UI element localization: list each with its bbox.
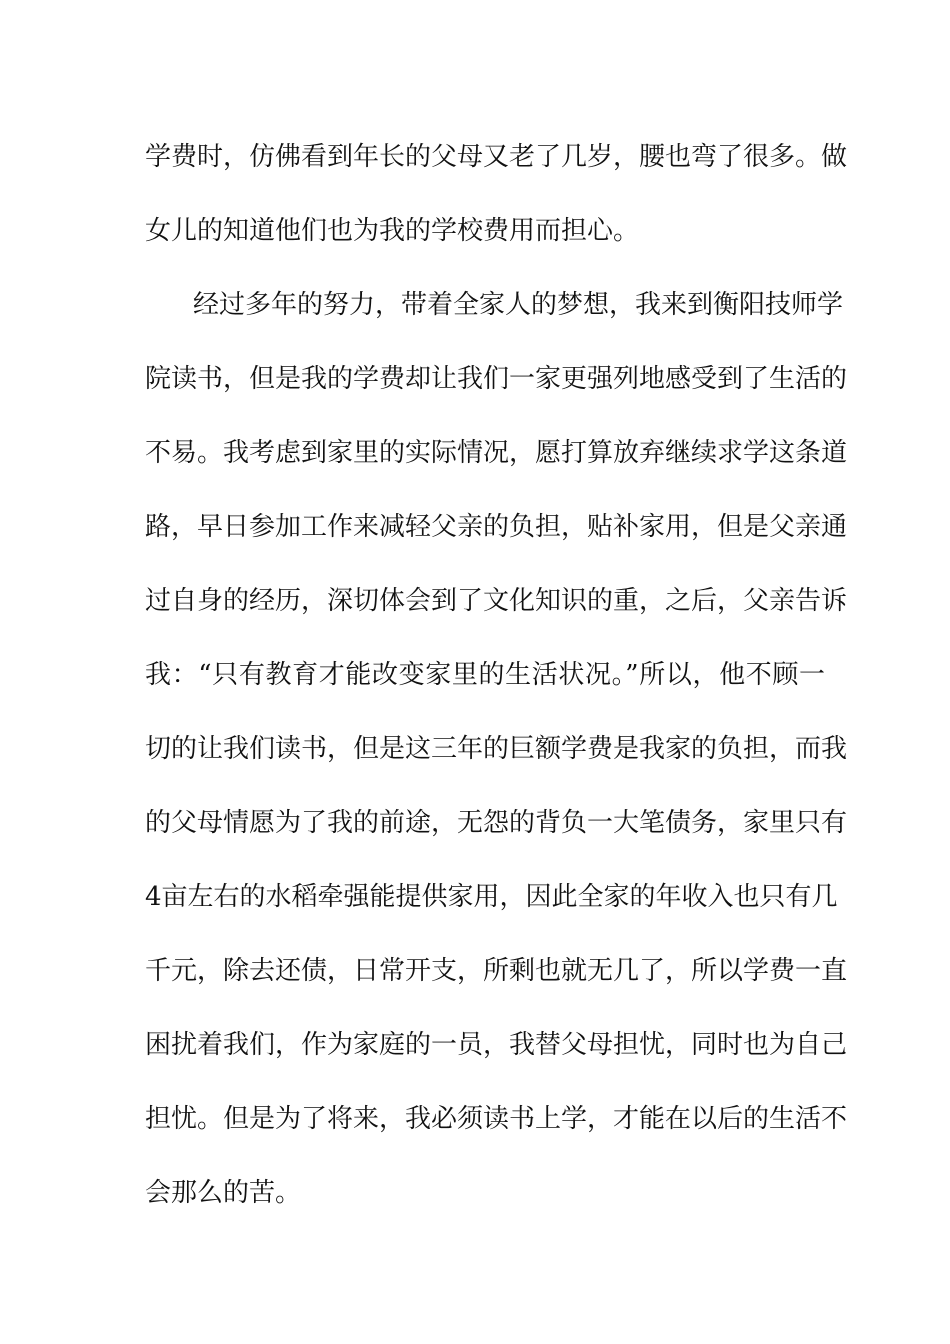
text-line: 学费时，仿佛看到年长的父母又老了几岁，腰也弯了很多。做 xyxy=(145,142,848,172)
text-line: 4亩左右的水稻牵强能提供家用，因此全家的年收入也只有几 xyxy=(145,882,838,912)
text-line: 千元，除去还债，日常开支，所剩也就无几了，所以学费一直 xyxy=(145,956,848,986)
text-line: 困扰着我们，作为家庭的一员，我替父母担忧，同时也为自己 xyxy=(145,1030,848,1060)
text-line: 不易。我考虑到家里的实际情况，愿打算放弃继续求学这条道 xyxy=(145,438,848,468)
text-line: 我：“只有教育才能改变家里的生活状况。”所以，他不顾一 xyxy=(145,660,825,690)
text-line: 切的让我们读书，但是这三年的巨额学费是我家的负担，而我 xyxy=(145,734,848,764)
text-line: 过自身的经历，深切体会到了文化知识的重，之后，父亲告诉 xyxy=(145,586,848,616)
text-line: 会那么的苦。 xyxy=(145,1178,302,1208)
text-line: 经过多年的努力，带着全家人的梦想，我来到衡阳技师学 xyxy=(193,290,844,320)
text-line: 女儿的知道他们也为我的学校费用而担心。 xyxy=(145,216,640,246)
text-line: 路，早日参加工作来减轻父亲的负担，贴补家用，但是父亲通 xyxy=(145,512,848,542)
text-line: 的父母情愿为了我的前途，无怨的背负一大笔债务，家里只有 xyxy=(145,808,848,838)
text-line: 担忧。但是为了将来，我必须读书上学，才能在以后的生活不 xyxy=(145,1104,848,1134)
text-line: 院读书，但是我的学费却让我们一家更强列地感受到了生活的 xyxy=(145,364,848,394)
